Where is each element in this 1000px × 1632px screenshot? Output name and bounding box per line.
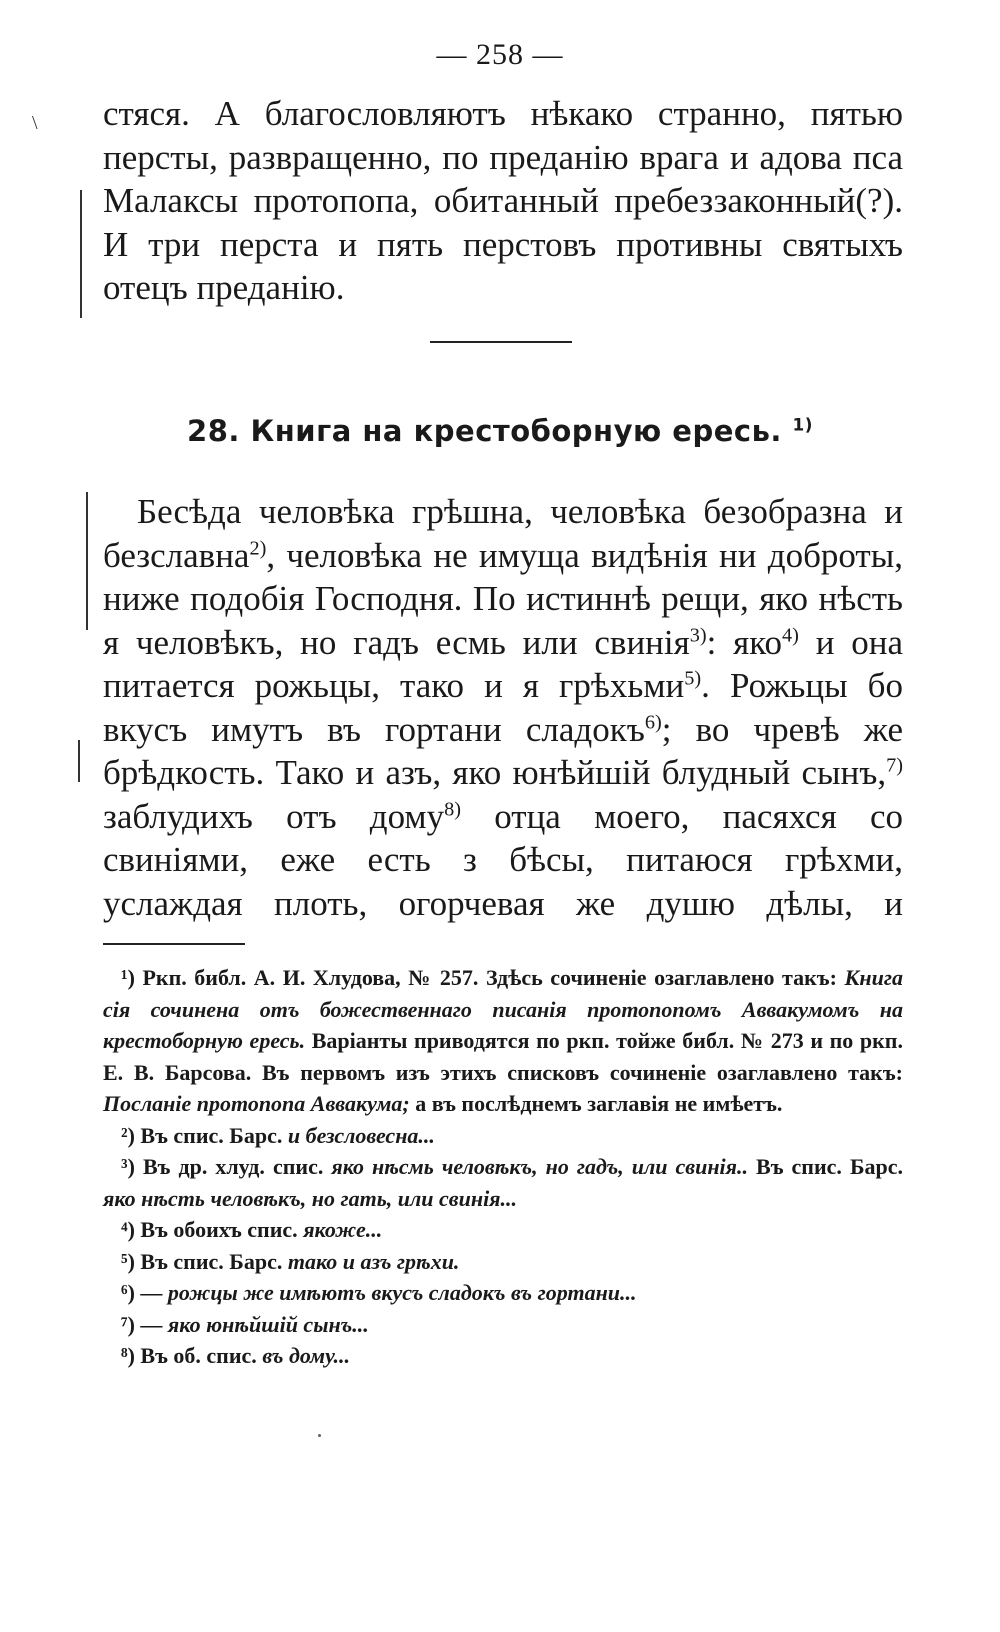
footnote-mark: ⁸) xyxy=(121,1343,135,1368)
footnote-text: Въ об. спис. xyxy=(134,1343,263,1368)
footnote-text: — xyxy=(134,1280,168,1305)
footnote-ref[interactable]: 6) xyxy=(644,710,662,733)
text-run: : яко xyxy=(706,622,782,662)
footnote-text: Въ обоихъ спис. xyxy=(134,1217,304,1242)
section-divider xyxy=(430,341,572,343)
page-number: — 258 — xyxy=(436,38,564,71)
text-run: Бесѣда человѣка грѣшна, человѣка безобразна и безславна xyxy=(103,492,903,575)
text-run: заблудихъ отъ дому xyxy=(103,796,445,836)
footnote-6 xyxy=(103,1277,903,1309)
footnote-text: Въ спис. Барс. xyxy=(748,1154,903,1179)
footnote-quote: тако и азъ грѣхи. xyxy=(287,1248,460,1274)
footnote-mark: ⁵) xyxy=(121,1248,135,1274)
paragraph-text: стяся. А благословляютъ нѣкако странно, пятью персты, развращенно, по преданію врага и адова пса Малаксы протопопа, обитанный пребеззаконный(?). И три перста и пять перстовъ противны святыхъ отецъ преданію. xyxy=(103,94,903,307)
footnote-divider xyxy=(103,943,245,945)
text-run: ; во чревѣ же брѣдкость. Тако и азъ, яко юнѣйшій блудный сынъ, xyxy=(103,709,903,792)
continued-paragraph xyxy=(103,92,903,310)
footnote-text: — xyxy=(134,1311,168,1337)
footnote-mark: ²) xyxy=(121,1122,135,1148)
footnote-quote: якоже... xyxy=(303,1217,383,1242)
section-heading xyxy=(0,414,1000,448)
footnote-text: Ркп. библ. А. И. Хлудова, № 257. Здѣсь сочиненіе озаглавлено такъ: xyxy=(134,965,845,990)
footnote-text: Варіанты приводятся по ркп. тойже библ. № 273 и по ркп. Е. В. Барсова. Въ первомъ изъ этихъ списковъ сочиненіе озаглавлено такъ: xyxy=(103,1028,903,1085)
footnote-text: Въ спис. Барс. xyxy=(134,1248,288,1274)
footnote-mark: ⁶) xyxy=(121,1280,135,1305)
footnote-ref[interactable]: 1) xyxy=(792,414,813,435)
footnote-text: Въ спис. Барс. xyxy=(134,1122,288,1148)
main-paragraph xyxy=(103,490,903,925)
footnote-ref[interactable]: 8) xyxy=(444,797,461,820)
section-heading-text: 28. Книга на крестоборную ересь. xyxy=(187,414,782,448)
footnote-quote: яко нѣсмь человѣкъ, но гадъ, или свинія.. xyxy=(331,1154,748,1179)
footnote-quote: яко нѣсть человѣкъ, но гать, или свинія... xyxy=(103,1185,518,1211)
footnote-text: а въ послѣднемъ заглавія не имѣетъ. xyxy=(409,1091,783,1116)
footnote-ref[interactable]: 7) xyxy=(886,754,903,777)
margin-bracket-mark xyxy=(78,740,80,782)
footnote-quote: въ дому... xyxy=(262,1343,350,1368)
text-run: и она питается рожьцы, тако и я грѣхьми xyxy=(103,622,903,705)
footnote-4 xyxy=(103,1214,903,1246)
footnote-7 xyxy=(103,1309,903,1341)
margin-tick-mark: \ xyxy=(32,112,38,134)
margin-bracket-mark xyxy=(80,190,82,318)
footnote-quote: рожцы же имѣютъ вкусъ сладокъ въ гортани... xyxy=(167,1280,637,1305)
footnote-quote: яко юнѣйшій сынъ... xyxy=(167,1311,369,1337)
text-run: . Рожьцы бо вкусъ имутъ въ гортани сладокъ xyxy=(103,666,903,749)
footnote-mark: ³) xyxy=(121,1154,135,1179)
footnote-ref[interactable]: 3) xyxy=(689,623,707,646)
footnote-mark: ⁴) xyxy=(121,1217,135,1242)
footnote-mark: ⁷) xyxy=(121,1311,135,1337)
footnote-ref[interactable]: 5) xyxy=(684,667,702,690)
footnote-mark: ¹) xyxy=(121,965,135,990)
footnote-3 xyxy=(103,1151,903,1214)
footnote-8 xyxy=(103,1340,903,1372)
footnote-quote: и безсловесна... xyxy=(287,1122,435,1148)
footnote-1 xyxy=(103,962,903,1120)
footnote-quote: Книга сія сочинена отъ божественнаго писанія протопопомъ Аввакумомъ на крестоборную ересь. xyxy=(103,965,903,1053)
footnote-text: Въ др. хлуд. спис. xyxy=(134,1154,332,1179)
footnote-5 xyxy=(103,1246,903,1278)
print-speck xyxy=(318,1434,321,1437)
text-run: отца моего, пасяхся со свиніями, еже есть з бѣсы, питаюся грѣхми, услаждая плоть, огорчевая же душю дѣлы, и xyxy=(103,796,903,923)
footnote-ref[interactable]: 4) xyxy=(782,623,799,646)
text-run: , человѣка не имуща видѣнія ни доброты, ниже подобія Господня. По истиннѣ рещи, яко нѣсть я человѣкъ, но гадъ есмь или свинія xyxy=(103,535,903,662)
footnotes xyxy=(103,962,903,1372)
footnote-ref[interactable]: 2) xyxy=(249,536,267,559)
footnote-2 xyxy=(103,1120,903,1152)
footnote-quote: Посланіе протопопа Аввакума; xyxy=(103,1091,410,1116)
margin-bracket-mark xyxy=(86,492,88,630)
